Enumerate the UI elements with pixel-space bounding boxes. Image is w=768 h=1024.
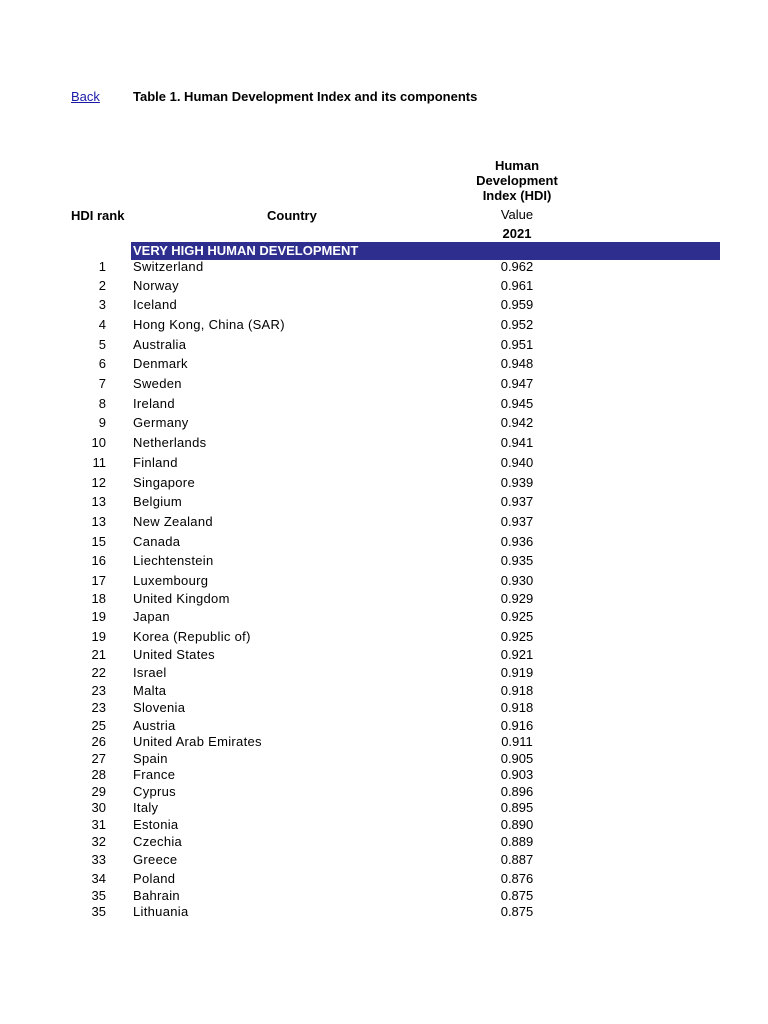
hdi-value-cell: 0.962	[500, 259, 534, 274]
table-row	[0, 647, 768, 663]
table-row	[0, 415, 768, 431]
hdi-value-cell: 0.919	[500, 665, 534, 680]
hdi-rank-cell: 4	[98, 317, 106, 332]
rank-column-header: HDI rank	[71, 208, 125, 223]
table-row	[0, 904, 768, 920]
country-cell: Italy	[133, 800, 159, 815]
hdi-rank-cell: 29	[91, 784, 106, 799]
hdi-rank-cell: 9	[98, 415, 106, 430]
table-row	[0, 683, 768, 699]
hdi-rank-cell: 2	[98, 278, 106, 293]
table-row	[0, 297, 768, 313]
hdi-rank-cell: 31	[91, 817, 106, 832]
country-cell: Singapore	[133, 475, 195, 490]
country-cell: Spain	[133, 751, 168, 766]
hdi-value-cell: 0.936	[500, 534, 534, 549]
country-cell: Belgium	[133, 494, 183, 509]
year-subheader: 2021	[502, 226, 532, 241]
hdi-value-cell: 0.925	[500, 609, 534, 624]
hdi-rank-cell: 25	[91, 718, 106, 733]
hdi-rank-cell: 23	[91, 683, 106, 698]
country-cell: Greece	[133, 852, 178, 867]
hdi-rank-cell: 1	[98, 259, 106, 274]
country-cell: Poland	[133, 871, 176, 886]
hdi-value-cell: 0.945	[500, 396, 534, 411]
table-row	[0, 834, 768, 850]
hdi-column-header	[460, 158, 574, 203]
hdi-rank-cell: 30	[91, 800, 106, 815]
country-cell: Switzerland	[133, 259, 204, 274]
hdi-rank-cell: 32	[91, 834, 106, 849]
hdi-value-cell: 0.940	[500, 455, 534, 470]
country-cell: Liechtenstein	[133, 553, 214, 568]
country-cell: New Zealand	[133, 514, 213, 529]
hdi-value-cell: 0.942	[500, 415, 534, 430]
table-row	[0, 665, 768, 681]
table-row	[0, 396, 768, 412]
hdi-rank-cell: 23	[91, 700, 106, 715]
country-cell: Sweden	[133, 376, 182, 391]
country-cell: Finland	[133, 455, 178, 470]
table-row	[0, 534, 768, 550]
hdi-rank-cell: 21	[91, 647, 106, 662]
country-cell: Germany	[133, 415, 189, 430]
table-row	[0, 609, 768, 625]
hdi-rank-cell: 7	[98, 376, 106, 391]
table-row	[0, 800, 768, 816]
hdi-value-cell: 0.903	[500, 767, 534, 782]
hdi-value-cell: 0.951	[500, 337, 534, 352]
hdi-rank-cell: 19	[91, 629, 106, 644]
hdi-value-cell: 0.952	[500, 317, 534, 332]
hdi-rank-cell: 6	[98, 356, 106, 371]
hdi-rank-cell: 5	[98, 337, 106, 352]
hdi-value-cell: 0.937	[500, 514, 534, 529]
country-cell: Slovenia	[133, 700, 186, 715]
country-column-header: Country	[267, 208, 317, 223]
hdi-value-cell: 0.961	[500, 278, 534, 293]
hdi-value-cell: 0.890	[500, 817, 534, 832]
country-cell: United Arab Emirates	[133, 734, 262, 749]
table-row	[0, 475, 768, 491]
table-row	[0, 751, 768, 767]
hdi-rank-cell: 35	[91, 904, 106, 919]
hdi-value-cell: 0.935	[500, 553, 534, 568]
hdi-value-cell: 0.918	[500, 700, 534, 715]
country-cell: Australia	[133, 337, 187, 352]
hdi-rank-cell: 17	[91, 573, 106, 588]
hdi-rank-cell: 26	[91, 734, 106, 749]
hdi-value-cell: 0.959	[500, 297, 534, 312]
hdi-value-cell: 0.929	[500, 591, 534, 606]
hdi-value-cell: 0.916	[500, 718, 534, 733]
hdi-rank-cell: 8	[98, 396, 106, 411]
hdi-value-cell: 0.875	[500, 888, 534, 903]
table-row	[0, 784, 768, 800]
table-row	[0, 494, 768, 510]
table-row	[0, 700, 768, 716]
table-row	[0, 455, 768, 471]
hdi-value-cell: 0.918	[500, 683, 534, 698]
country-cell: Ireland	[133, 396, 175, 411]
table-row	[0, 435, 768, 451]
hdi-value-cell: 0.937	[500, 494, 534, 509]
hdi-value-cell: 0.948	[500, 356, 534, 371]
hdi-value-cell: 0.876	[500, 871, 534, 886]
country-cell: Japan	[133, 609, 170, 624]
hdi-rank-cell: 12	[91, 475, 106, 490]
country-cell: Austria	[133, 718, 176, 733]
hdi-value-cell: 0.925	[500, 629, 534, 644]
hdi-value-cell: 0.921	[500, 647, 534, 662]
hdi-header-line: Human	[494, 158, 540, 173]
country-cell: Luxembourg	[133, 573, 209, 588]
country-cell: United States	[133, 647, 215, 662]
hdi-rank-cell: 13	[91, 494, 106, 509]
hdi-value-cell: 0.947	[500, 376, 534, 391]
country-cell: Estonia	[133, 817, 179, 832]
hdi-rank-cell: 15	[91, 534, 106, 549]
hdi-value-cell: 0.911	[501, 734, 533, 749]
table-row	[0, 817, 768, 833]
hdi-rank-cell: 13	[91, 514, 106, 529]
group-header-band: VERY HIGH HUMAN DEVELOPMENT	[131, 242, 720, 260]
table-row	[0, 852, 768, 868]
country-cell: Norway	[133, 278, 179, 293]
hdi-rank-cell: 10	[91, 435, 106, 450]
table-row	[0, 767, 768, 783]
country-cell: Czechia	[133, 834, 183, 849]
country-cell: Netherlands	[133, 435, 207, 450]
hdi-value-cell: 0.905	[500, 751, 534, 766]
table-row	[0, 871, 768, 887]
hdi-rank-cell: 11	[92, 455, 106, 470]
country-cell: France	[133, 767, 176, 782]
country-cell: Hong Kong, China (SAR)	[133, 317, 285, 332]
hdi-value-cell: 0.887	[500, 852, 534, 867]
back-link[interactable]: Back	[71, 89, 100, 104]
hdi-rank-cell: 34	[91, 871, 106, 886]
country-cell: Iceland	[133, 297, 178, 312]
hdi-header-line: Index (HDI)	[482, 188, 552, 203]
table-row	[0, 553, 768, 569]
table-row	[0, 278, 768, 294]
hdi-value-cell: 0.941	[500, 435, 534, 450]
value-subheader: Value	[500, 207, 534, 222]
table-row	[0, 573, 768, 589]
hdi-rank-cell: 28	[91, 767, 106, 782]
country-cell: Canada	[133, 534, 181, 549]
hdi-rank-cell: 19	[91, 609, 106, 624]
table-title: Table 1. Human Development Index and its components	[133, 89, 478, 104]
table-row	[0, 259, 768, 275]
hdi-value-cell: 0.889	[500, 834, 534, 849]
hdi-rank-cell: 27	[91, 751, 106, 766]
hdi-value-cell: 0.895	[500, 800, 534, 815]
table-row	[0, 888, 768, 904]
hdi-header-line: Development	[476, 173, 558, 188]
country-cell: Lithuania	[133, 904, 189, 919]
hdi-value-cell: 0.875	[500, 904, 534, 919]
hdi-rank-cell: 16	[91, 553, 106, 568]
country-cell: Malta	[133, 683, 167, 698]
hdi-rank-cell: 3	[98, 297, 106, 312]
table-row	[0, 317, 768, 333]
table-row	[0, 337, 768, 353]
table-row	[0, 629, 768, 645]
hdi-value-cell: 0.939	[500, 475, 534, 490]
hdi-value-cell: 0.930	[500, 573, 534, 588]
table-row	[0, 514, 768, 530]
table-row	[0, 591, 768, 607]
table-row	[0, 734, 768, 750]
table-row	[0, 376, 768, 392]
hdi-rank-cell: 35	[91, 888, 106, 903]
country-cell: Denmark	[133, 356, 188, 371]
hdi-rank-cell: 33	[91, 852, 106, 867]
hdi-rank-cell: 22	[91, 665, 106, 680]
table-row	[0, 718, 768, 734]
country-cell: Korea (Republic of)	[133, 629, 251, 644]
country-cell: Bahrain	[133, 888, 180, 903]
country-cell: United Kingdom	[133, 591, 230, 606]
hdi-value-cell: 0.896	[500, 784, 534, 799]
country-cell: Cyprus	[133, 784, 176, 799]
country-cell: Israel	[133, 665, 167, 680]
table-row	[0, 356, 768, 372]
hdi-rank-cell: 18	[91, 591, 106, 606]
